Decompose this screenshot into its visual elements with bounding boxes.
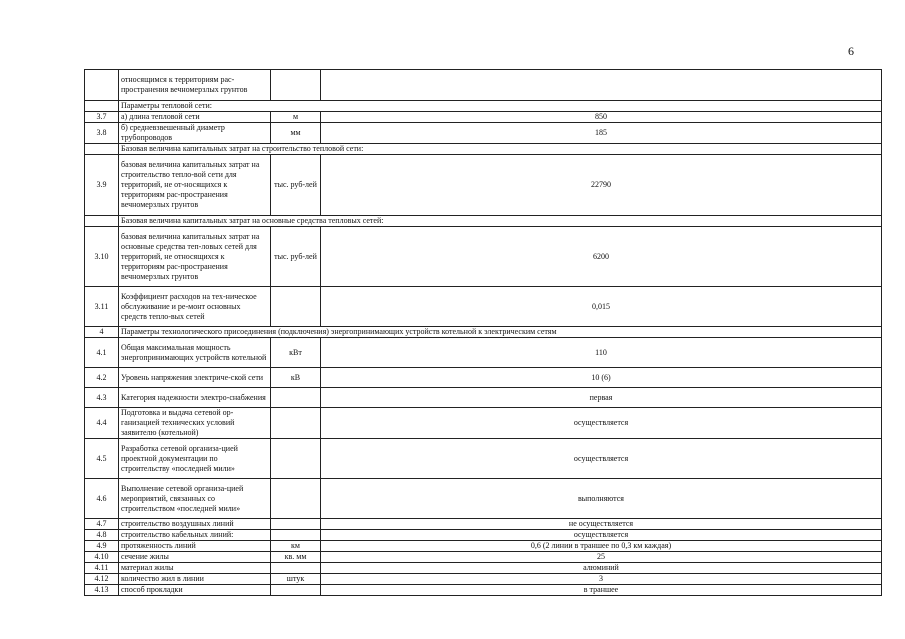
value-cell: осуществляется <box>321 439 882 479</box>
row-number: 3.8 <box>85 123 119 144</box>
value-cell: осуществляется <box>321 408 882 439</box>
parameter-name: Общая максимальная мощность энергопринимающих устройств котельной <box>119 338 271 368</box>
parameter-name: относящимся к территориям рас-пространения вечномерзлых грунтов <box>119 70 271 101</box>
parameter-name: Выполнение сетевой организа-цией мероприятий, связанных со строительством «последней мили» <box>119 479 271 519</box>
unit-cell <box>271 530 321 541</box>
row-number: 3.11 <box>85 287 119 327</box>
value-cell: выполняются <box>321 479 882 519</box>
section-row <box>85 216 882 227</box>
section-title: Базовая величина капитальных затрат на основные средства тепловых сетей: <box>119 216 882 227</box>
table-row <box>85 439 882 479</box>
parameters-table <box>84 69 882 596</box>
unit-cell: тыс. руб-лей <box>271 227 321 287</box>
value-cell: не осуществляется <box>321 519 882 530</box>
section-row <box>85 144 882 155</box>
unit-cell <box>271 585 321 596</box>
table-row <box>85 368 882 388</box>
row-number <box>85 101 119 112</box>
table-row <box>85 112 882 123</box>
parameter-name: количество жил в линии <box>119 574 271 585</box>
value-cell <box>321 70 882 101</box>
row-number: 4.9 <box>85 541 119 552</box>
section-row <box>85 327 882 338</box>
row-number: 4.4 <box>85 408 119 439</box>
row-number: 4.7 <box>85 519 119 530</box>
row-number: 4.10 <box>85 552 119 563</box>
parameter-name: строительство воздушных линий <box>119 519 271 530</box>
parameter-name: базовая величина капитальных затрат на основные средства теп-ловых сетей для территорий, не относящихся к территориям рас-пространения вечномерзлых грунтов <box>119 227 271 287</box>
parameter-name: способ прокладки <box>119 585 271 596</box>
row-number <box>85 70 119 101</box>
parameter-name: б) средневзвешенный диаметр трубопроводов <box>119 123 271 144</box>
parameter-name: строительство кабельных линий: <box>119 530 271 541</box>
table-row <box>85 530 882 541</box>
unit-cell: кВт <box>271 338 321 368</box>
unit-cell: кВ <box>271 368 321 388</box>
row-number: 4.11 <box>85 563 119 574</box>
parameter-name: базовая величина капитальных затрат на строительство тепло-вой сети для территорий, не от-носящихся к территориям рас-пространения вечномерзлых грунтов <box>119 155 271 216</box>
value-cell: 0,6 (2 линии в траншее по 0,3 км каждая) <box>321 541 882 552</box>
row-number: 3.9 <box>85 155 119 216</box>
table-row <box>85 574 882 585</box>
unit-cell <box>271 408 321 439</box>
table-row <box>85 123 882 144</box>
parameter-name: материал жилы <box>119 563 271 574</box>
row-number: 4.8 <box>85 530 119 541</box>
row-number: 3.7 <box>85 112 119 123</box>
table-row <box>85 479 882 519</box>
unit-cell: км <box>271 541 321 552</box>
unit-cell: кв. мм <box>271 552 321 563</box>
row-number: 3.10 <box>85 227 119 287</box>
row-number: 4.1 <box>85 338 119 368</box>
table-row <box>85 541 882 552</box>
unit-cell <box>271 563 321 574</box>
unit-cell <box>271 70 321 101</box>
row-number: 4 <box>85 327 119 338</box>
parameter-name: протяженность линий <box>119 541 271 552</box>
unit-cell <box>271 519 321 530</box>
section-title: Параметры технологического присоединения (подключения) энергопринимающих устройств котельной к электрическим сетям <box>119 327 882 338</box>
value-cell: 110 <box>321 338 882 368</box>
table-row <box>85 227 882 287</box>
row-number: 4.2 <box>85 368 119 388</box>
row-number <box>85 216 119 227</box>
value-cell: 3 <box>321 574 882 585</box>
row-number: 4.13 <box>85 585 119 596</box>
table-row <box>85 563 882 574</box>
unit-cell: штук <box>271 574 321 585</box>
parameter-name: Разработка сетевой организа-цией проектной документации по строительству «последней мили» <box>119 439 271 479</box>
value-cell: в траншее <box>321 585 882 596</box>
unit-cell <box>271 388 321 408</box>
parameter-name: а) длина тепловой сети <box>119 112 271 123</box>
parameter-name: Подготовка и выдача сетевой ор-ганизацией технических условий заявителю (котельной) <box>119 408 271 439</box>
parameter-name: сечение жилы <box>119 552 271 563</box>
value-cell: осуществляется <box>321 530 882 541</box>
row-number: 4.3 <box>85 388 119 408</box>
row-number: 4.6 <box>85 479 119 519</box>
section-row <box>85 101 882 112</box>
value-cell: 850 <box>321 112 882 123</box>
unit-cell <box>271 479 321 519</box>
table-row <box>85 155 882 216</box>
section-title: Базовая величина капитальных затрат на строительство тепловой сети: <box>119 144 882 155</box>
value-cell: 0,015 <box>321 287 882 327</box>
table-row <box>85 585 882 596</box>
row-number: 4.12 <box>85 574 119 585</box>
parameter-name: Уровень напряжения электриче-ской сети <box>119 368 271 388</box>
table-row <box>85 287 882 327</box>
value-cell: 6200 <box>321 227 882 287</box>
unit-cell <box>271 287 321 327</box>
value-cell: 185 <box>321 123 882 144</box>
value-cell: алюминий <box>321 563 882 574</box>
table-row <box>85 70 882 101</box>
row-number <box>85 144 119 155</box>
table-row <box>85 519 882 530</box>
unit-cell <box>271 439 321 479</box>
value-cell: первая <box>321 388 882 408</box>
value-cell: 25 <box>321 552 882 563</box>
table-row <box>85 408 882 439</box>
unit-cell: м <box>271 112 321 123</box>
unit-cell: мм <box>271 123 321 144</box>
table-row <box>85 388 882 408</box>
row-number: 4.5 <box>85 439 119 479</box>
section-title: Параметры тепловой сети: <box>119 101 882 112</box>
table-row <box>85 552 882 563</box>
parameter-name: Коэффициент расходов на тех-ническое обслуживание и ре-монт основных средств тепло-вых сетей <box>119 287 271 327</box>
page-number: 6 <box>848 44 854 58</box>
value-cell: 10 (6) <box>321 368 882 388</box>
parameter-name: Категория надежности электро-снабжения <box>119 388 271 408</box>
table-row <box>85 338 882 368</box>
value-cell: 22790 <box>321 155 882 216</box>
unit-cell: тыс. руб-лей <box>271 155 321 216</box>
